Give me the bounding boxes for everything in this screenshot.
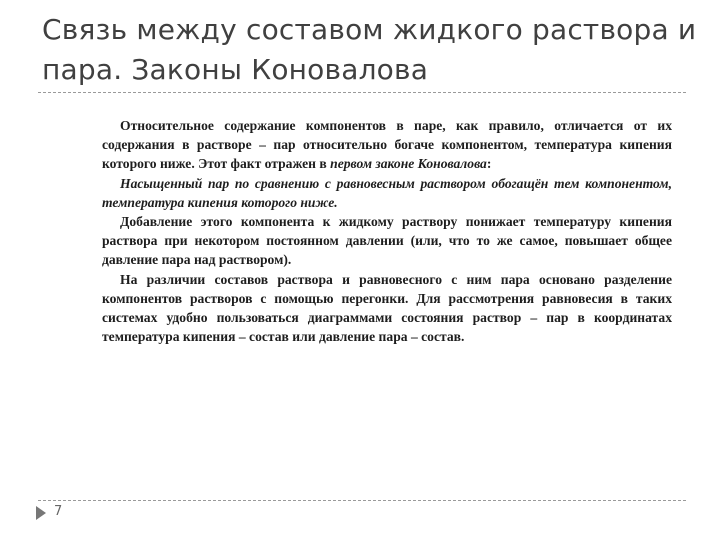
first-law-statement: Насыщенный пар по сравнению с равновесным раствором обогащён тем компонентом, температура кипения которого ниже.	[102, 175, 672, 210]
slide-title-line-2: пара. Законы Коновалова	[42, 53, 429, 86]
slide-title	[42, 10, 702, 90]
paragraph-3: На различии составов раствора и равновесного с ним пара основано разделение компонентов растворов с помощью перегонки. Для рассмотрения равновесия в таких системах удобно пользоваться диаграммами состояния раствор – пар в координатах температура кипения – состав или давление пара – состав.	[102, 271, 672, 345]
slide-title-line-1: Связь между составом жидкого раствора и	[42, 13, 697, 46]
bottom-divider	[38, 500, 686, 501]
paragraph-1	[102, 116, 672, 174]
page-number: 7	[54, 504, 63, 519]
paragraph-1-tail: :	[486, 156, 492, 172]
paragraph-2: Добавление этого компонента к жидкому раствору понижает температуру кипения раствора при некотором постоянном давлении (или, что то же самое, повышает общее давление пара над раствором).	[102, 214, 672, 268]
page-marker-icon	[36, 506, 46, 520]
first-law-reference: первом законе Коновалова	[330, 156, 487, 172]
paragraph-1-text: Относительное содержание компонентов в паре, как правило, отличается от их содержания в растворе – пар относительно богаче компонентом, температура кипения которого ниже. Этот факт отражен в	[102, 118, 672, 172]
top-divider	[38, 92, 686, 93]
document-image-text	[102, 116, 672, 346]
